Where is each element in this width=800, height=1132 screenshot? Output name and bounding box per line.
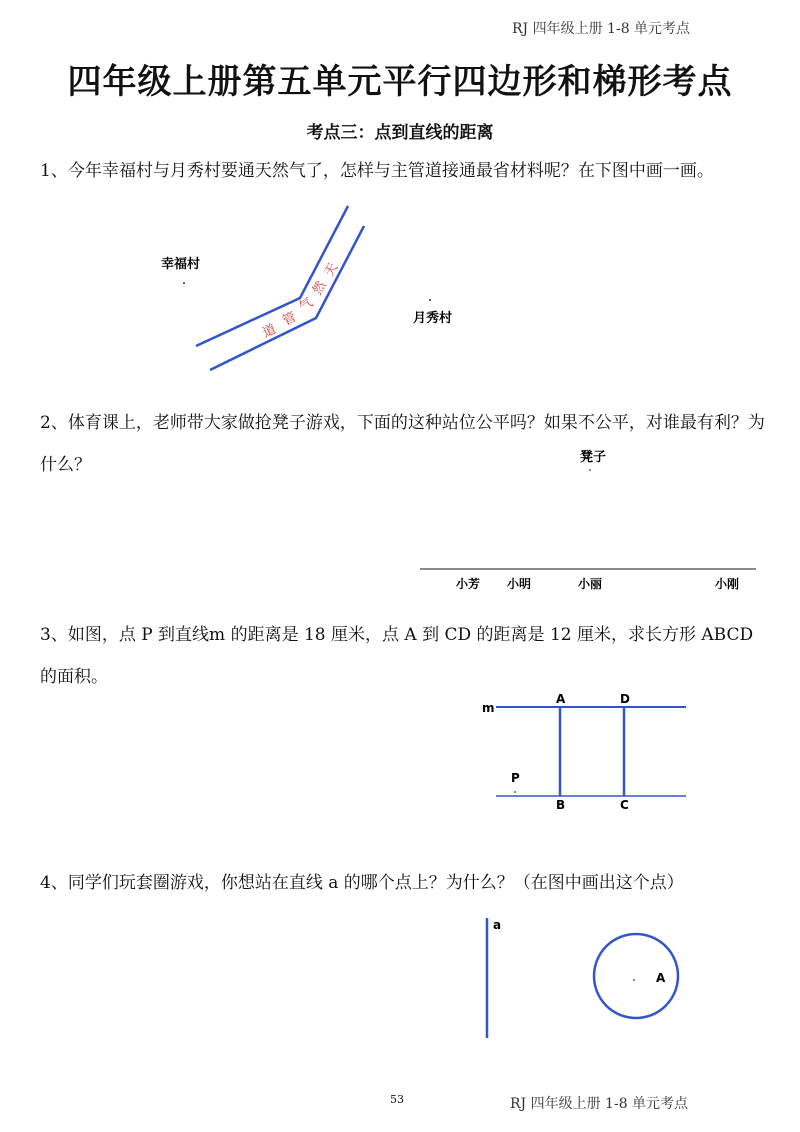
point-p-dot [514,791,516,793]
person-label: 小明 [507,577,532,591]
label-c: C [620,798,629,812]
village-right-dot [429,299,431,301]
pipe-char: 气 [296,295,316,315]
figure-3 [482,692,686,812]
question-2: 2、体育课上，老师带大家做抢凳子游戏，下面的这种站位公平吗？如果不公平，对谁最有利？为什么？ [40,413,765,475]
village-left-dot [183,282,185,284]
target-circle [594,934,678,1018]
page-title: 四年级上册第五单元平行四边形和梯形考点 [67,62,733,102]
page-number: 53 [390,1093,404,1106]
stool-label: 凳子 [580,450,607,465]
label-p: P [511,771,520,785]
question-4: 4、同学们玩套圈游戏，你想站在直线 a 的哪个点上？为什么？（在图中画出这个点） [40,873,684,893]
person-label: 小刚 [715,577,740,591]
village-left-label: 幸福村 [161,257,201,272]
figure-2 [420,449,756,591]
pipe-char: 天 [321,260,342,280]
label-point-a: A [656,971,666,985]
question-1: 1、今年幸福村与月秀村要通天然气了，怎样与主管道接通最省材料呢？在下图中画一画。 [40,161,714,181]
figure-4 [487,918,678,1038]
pipe-char: 管 [280,309,299,329]
label-a: A [556,692,566,706]
footer-text: RJ 四年级上册 1-8 单元考点 [510,1096,689,1112]
header-text: RJ 四年级上册 1-8 单元考点 [512,21,691,37]
stool-dot [589,469,591,471]
pipe-label [260,261,341,341]
label-d: D [620,692,630,706]
pipe-char: 然 [309,278,330,298]
point-a-dot [633,979,635,981]
label-b: B [556,798,566,812]
pipe-char: 道 [260,321,279,341]
person-label: 小芳 [456,577,481,591]
label-line-a: a [493,918,502,932]
village-right-label: 月秀村 [413,311,453,326]
question-3: 3、如图，点 P 到直线m 的距离是 18 厘米，点 A 到 CD 的距离是 12 厘米，求长方形 ABCD 的面积。 [40,625,754,687]
pipe-edge-inner [210,226,364,370]
label-m: m [482,701,495,715]
section-subtitle: 考点三：点到直线的距离 [306,123,494,143]
person-label: 小丽 [578,577,603,591]
figure-1 [161,206,452,370]
